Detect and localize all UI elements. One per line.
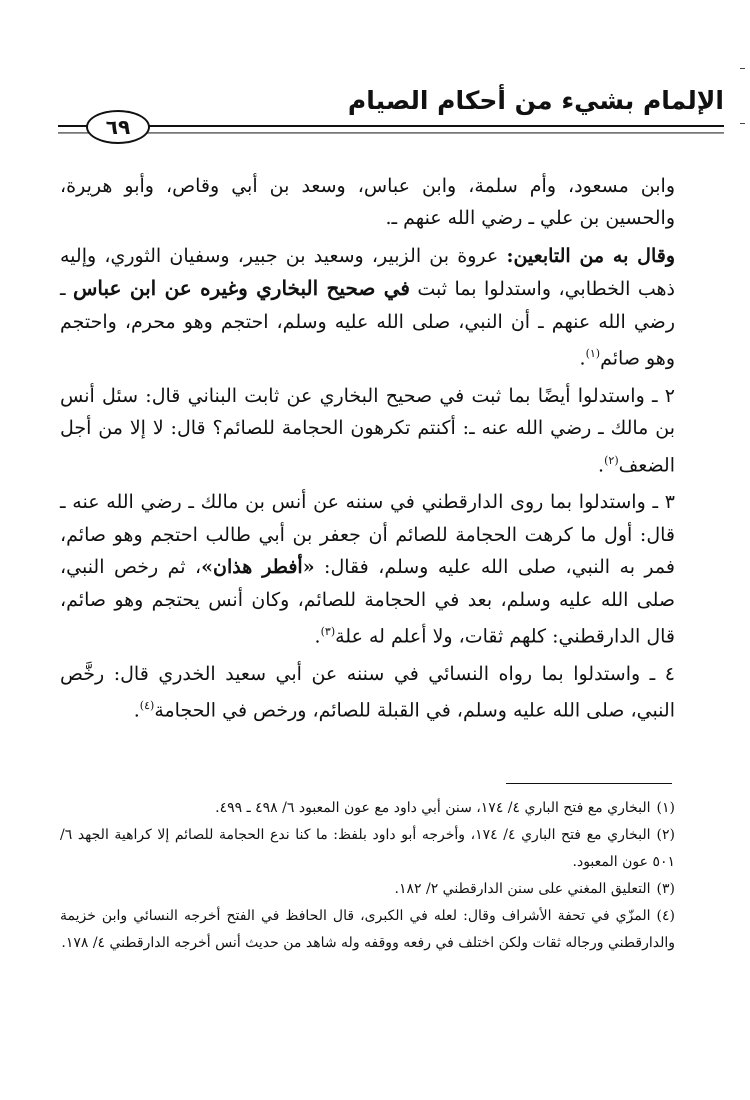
- footnotes: [60, 795, 675, 957]
- hadith-quote: «أفطر هذان»: [201, 556, 315, 579]
- page-header: [58, 80, 724, 140]
- bold-phrase: في صحيح البخاري وغيره عن ابن عباس: [73, 276, 410, 301]
- footnote-item: (٢)البخاري مع فتح الباري ٤/ ١٧٤، وأخرجه أبو داود بلفظ: ما كنا ندع الحجامة للصائم إلا كراهية الجهد ٦/ ٥٠١ عون المعبود.: [60, 822, 675, 876]
- page-number: ٦٩: [86, 110, 150, 144]
- footnote-number: (١): [656, 800, 675, 816]
- footnote-ref: (١): [585, 347, 601, 361]
- header-rule: [58, 125, 724, 133]
- footnote-item: (١)البخاري مع فتح الباري ٤/ ١٧٤، سنن أبي داود مع عون المعبود ٦/ ٤٩٨ ـ ٤٩٩.: [60, 795, 675, 822]
- footnote-ref: (٤): [139, 699, 155, 713]
- footnote-item: (٤)المزّي في تحفة الأشراف وقال: لعله في الكبرى، قال الحافظ في الفتح أخرجه النسائي وابن خزيمة والدارقطني ورجاله ثقات ولكن اختلف في رفعه ووقفه وله شاهد من حديث أنس أخرجه الدارقطني ٤/ ١٧٨.: [60, 903, 675, 957]
- paragraph-tabiin: وقال به من التابعين: عروة بن الزبير، وسعيد بن جبير، وسفيان الثوري، وإليه ذهب الخطابي، واستدلوا بما ثبت في صحيح البخاري وغيره عن ابن عباس ـ رضي الله عنهم ـ أن النبي، صلى الله عليه وسلم، احتجم وهو محرم، واحتجم وهو صائم$^{(١)}$.: [60, 244, 675, 370]
- edge-mark: [740, 68, 745, 69]
- paragraph-evidence-2: ٢ ـ واستدلوا أيضًا بما ثبت في صحيح البخاري عن ثابت البناني قال: سئل أنس بن مالك ـ رضي الله عنه ـ: أكنتم تكرهون الحجامة للصائم؟ قال: لا إلا من أجل الضعف$^{(٢)}$.: [60, 384, 675, 476]
- paragraph-evidence-4: ٤ ـ واستدلوا بما رواه النسائي في سننه عن أبي سعيد الخدري قال: رخَّص النبي، صلى الله عليه وسلم، في القبلة للصائم، ورخص في الحجامة$^{(٤)}$.: [60, 662, 675, 722]
- paragraph-evidence-3: ٣ ـ واستدلوا بما روى الدارقطني في سننه عن أنس بن مالك ـ رضي الله عنه ـ قال: أول ما كرهت الحجامة للصائم أن جعفر بن أبي طالب احتجم وهو صائم، فمر به النبي، صلى الله عليه وسلم، فقال: «أفطر هذان»، ثم رخص النبي، صلى الله عليه وسلم، بعد في الحجامة للصائم، وكان أنس يحتجم وهو صائم، قال الدارقطني: كلهم ثقات، ولا أعلم له علة$^{(٣)}$.: [60, 491, 675, 648]
- footnote-separator: [506, 783, 672, 784]
- footnote-item: (٣)التعليق المغني على سنن الدارقطني ٢/ ١٨٢.: [60, 876, 675, 903]
- running-title: الإلمام بشيء من أحكام الصيام: [347, 86, 724, 115]
- header-rule-thin: [58, 133, 724, 134]
- edge-mark: [740, 123, 745, 124]
- footnote-ref: (٢): [604, 453, 619, 467]
- footnote-number: (٤): [656, 908, 675, 924]
- main-text: [60, 170, 675, 732]
- footnote-number: (٣): [656, 881, 675, 897]
- section-label: وقال به من التابعين:: [506, 244, 675, 267]
- footnote-number: (٢): [656, 827, 675, 843]
- footnote-ref: (٣): [320, 624, 336, 638]
- paragraph-companions: وابن مسعود، وأم سلمة، وابن عباس، وسعد بن أبي وقاص، وأبو هريرة، والحسين بن علي ـ رضي الله عنهم ـ.: [60, 175, 675, 230]
